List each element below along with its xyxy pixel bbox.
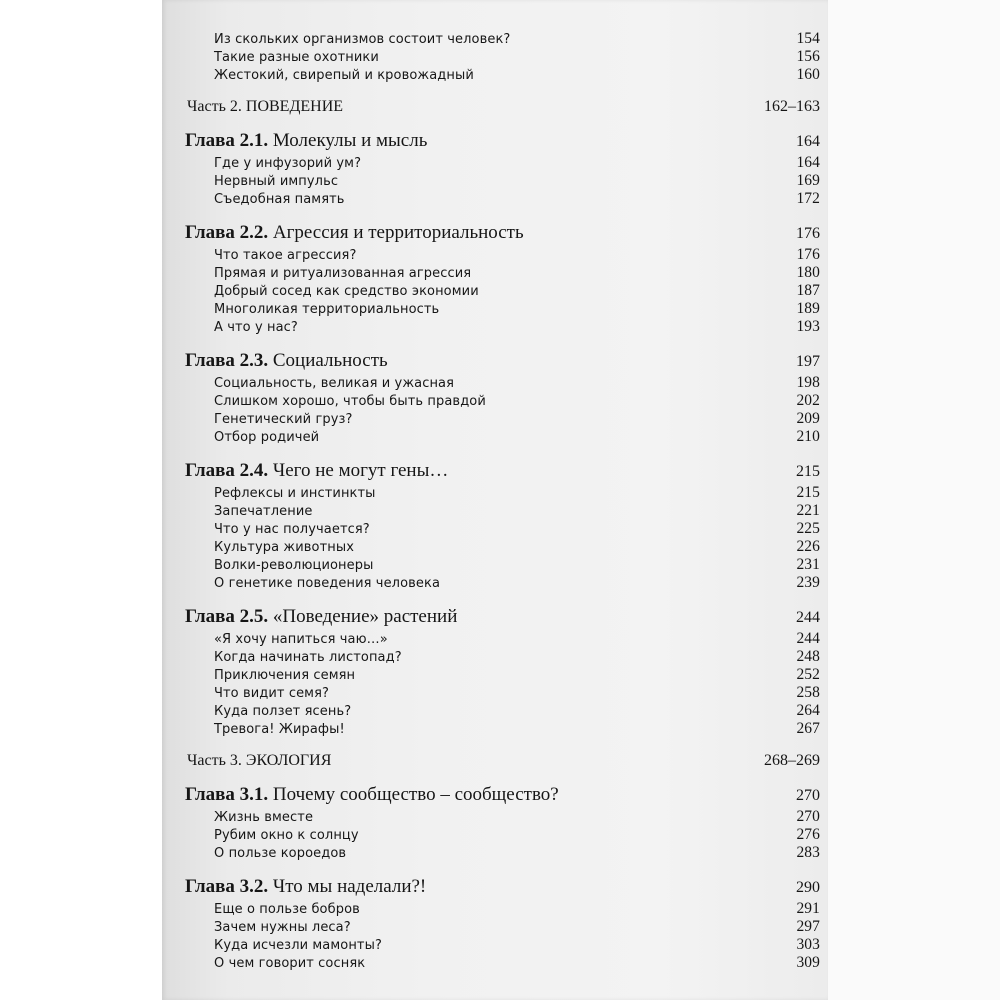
toc-subsection [214,246,820,264]
subsection-title: Культура животных [214,540,355,555]
page-number: 297 [796,918,820,935]
chapter-label: Глава 2.2. [185,222,269,243]
page-number: 267 [796,720,820,737]
page-number: 198 [796,374,820,391]
page-number: 291 [796,900,820,917]
toc-subsection [214,154,820,172]
page-number: 209 [796,410,820,427]
page-number: 202 [796,392,820,409]
subsection-title: «Я хочу напиться чаю…» [214,632,388,647]
subsection-title: Когда начинать листопад? [214,650,402,665]
subsection-title: Съедобная память [214,192,345,207]
page-number: 252 [796,666,820,683]
page-number: 215 [796,463,820,480]
toc-chapter [185,460,820,484]
page-number: 156 [796,48,820,65]
page-number: 189 [796,300,820,317]
toc-chapter [185,130,820,154]
toc-subsection [214,428,820,446]
table-of-contents [162,0,828,1000]
subsection-title: Куда исчезли мамонты? [214,938,382,953]
page-number: 244 [796,630,820,647]
subsection-title: Социальность, великая и ужасная [214,376,455,391]
toc-chapter [185,784,820,808]
page-number: 264 [796,702,820,719]
toc-subsection [214,684,820,702]
chapter-heading [185,460,448,482]
subsection-title: Жестокий, свирепый и кровожадный [214,68,474,83]
subsection-title: Из скольких организмов состоит человек? [214,32,511,47]
page-number: 172 [796,190,820,207]
subsection-title: Добрый сосед как средство экономии [214,284,479,299]
page-number: 176 [796,225,820,242]
page-number: 193 [796,318,820,335]
chapter-label: Глава 2.5. [185,606,269,627]
toc-subsection [214,648,820,666]
part-title: Часть 3. ЭКОЛОГИЯ [187,752,332,769]
page-number: 160 [796,66,820,83]
subsection-title: О чем говорит сосняк [214,956,366,971]
toc-subsection [214,954,820,972]
toc-chapter [185,222,820,246]
chapter-title: Чего не могут гены… [268,460,449,481]
toc-subsection [214,190,820,208]
subsection-title: Зачем нужны леса? [214,920,351,935]
toc-subsection [214,900,820,918]
toc-subsection [214,844,820,862]
book-page [162,0,828,1000]
part-title: Часть 2. ПОВЕДЕНИЕ [187,98,344,115]
subsection-title: Нервный импульс [214,174,339,189]
toc-subsection [214,556,820,574]
toc-subsection [214,410,820,428]
background-right [828,0,1000,1000]
chapter-label: Глава 3.2. [185,876,269,897]
toc-subsection [214,826,820,844]
subsection-title: Запечатление [214,504,313,519]
chapter-title: «Поведение» растений [268,606,458,627]
chapter-title: Агрессия и территориальность [268,222,524,243]
subsection-title: Еще о пользе бобров [214,902,360,917]
page-number: 258 [796,684,820,701]
subsection-title: Рефлексы и инстинкты [214,486,376,501]
subsection-title: Многоликая территориальность [214,302,440,317]
page-number: 270 [796,808,820,825]
toc-chapter [185,876,820,900]
toc-subsection [214,264,820,282]
subsection-title: Рубим окно к солнцу [214,828,359,843]
chapter-label: Глава 2.3. [185,350,269,371]
chapter-heading [185,222,524,244]
toc-subsection [214,574,820,592]
page-number: 215 [796,484,820,501]
toc-part [187,752,820,774]
subsection-title: О пользе короедов [214,846,347,861]
background-left [0,0,162,1000]
page-number: 221 [796,502,820,519]
page-number: 268–269 [764,752,820,769]
subsection-title: Такие разные охотники [214,50,379,65]
subsection-title: Тревога! Жирафы! [214,722,345,737]
toc-part [187,98,820,120]
subsection-title: Куда ползет ясень? [214,704,352,719]
chapter-heading [185,350,388,372]
toc-subsection [214,66,820,84]
page-number: 169 [796,172,820,189]
chapter-label: Глава 2.4. [185,460,269,481]
chapter-heading [185,606,457,628]
page-number: 248 [796,648,820,665]
subsection-title: Генетический груз? [214,412,353,427]
subsection-title: О генетике поведения человека [214,576,441,591]
toc-subsection [214,318,820,336]
toc-subsection [214,702,820,720]
toc-subsection [214,484,820,502]
subsection-title: Где у инфузорий ум? [214,156,362,171]
page-number: 154 [796,30,820,47]
subsection-title: Волки-революционеры [214,558,374,573]
toc-subsection [214,808,820,826]
page-number: 309 [796,954,820,971]
toc-subsection [214,282,820,300]
subsection-title: А что у нас? [214,320,298,335]
page-number: 231 [796,556,820,573]
toc-subsection [214,538,820,556]
page-number: 164 [796,154,820,171]
page-number: 180 [796,264,820,281]
toc-subsection [214,300,820,318]
page-number: 270 [796,787,820,804]
chapter-heading [185,784,559,806]
chapter-title: Социальность [268,350,388,371]
toc-subsection [214,666,820,684]
subsection-title: Прямая и ритуализованная агрессия [214,266,472,281]
toc-subsection [214,720,820,738]
chapter-title: Молекулы и мысль [268,130,428,151]
subsection-title: Слишком хорошо, чтобы быть правдой [214,394,486,409]
subsection-title: Что такое агрессия? [214,248,357,263]
subsection-title: Отбор родичей [214,430,320,445]
chapter-label: Глава 3.1. [185,784,269,805]
page-number: 244 [796,609,820,626]
toc-subsection [214,918,820,936]
chapter-title: Что мы наделали?! [268,876,427,897]
toc-subsection [214,502,820,520]
page-number: 197 [796,353,820,370]
subsection-title: Что у нас получается? [214,522,370,537]
page-number: 162–163 [764,98,820,115]
page-number: 164 [796,133,820,150]
chapter-title: Почему сообщество – сообщество? [268,784,559,805]
toc-subsection [214,374,820,392]
page-number: 283 [796,844,820,861]
toc-subsection [214,48,820,66]
toc-subsection [214,392,820,410]
chapter-heading [185,130,427,152]
chapter-heading [185,876,426,898]
toc-chapter [185,350,820,374]
page-number: 303 [796,936,820,953]
toc-subsection [214,936,820,954]
toc-chapter [185,606,820,630]
page-number: 176 [796,246,820,263]
subsection-title: Что видит семя? [214,686,329,701]
page-number: 290 [796,879,820,896]
chapter-label: Глава 2.1. [185,130,269,151]
page-number: 187 [796,282,820,299]
page-number: 226 [796,538,820,555]
toc-subsection [214,630,820,648]
toc-subsection [214,30,820,48]
toc-subsection [214,520,820,538]
page-number: 210 [796,428,820,445]
page-number: 276 [796,826,820,843]
subsection-title: Жизнь вместе [214,810,314,825]
subsection-title: Приключения семян [214,668,356,683]
toc-subsection [214,172,820,190]
page-number: 225 [796,520,820,537]
page-number: 239 [796,574,820,591]
